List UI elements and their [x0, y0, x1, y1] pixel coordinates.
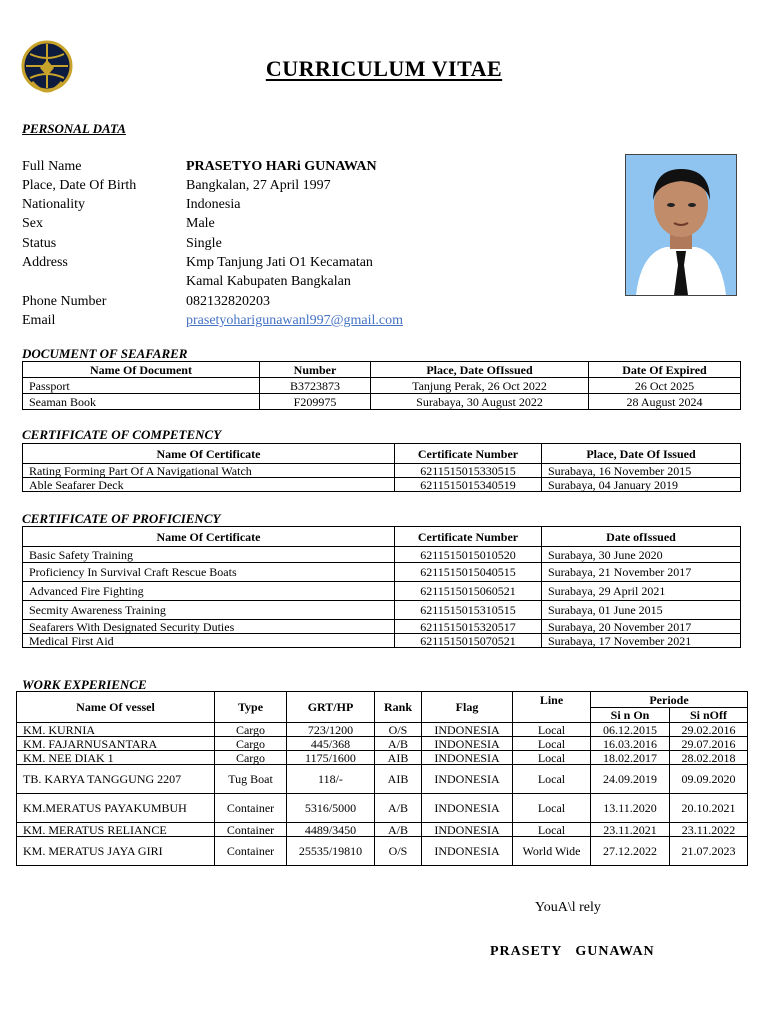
competency-heading: CERTIFICATE OF COMPETENCY: [22, 427, 222, 442]
table-row: [23, 563, 741, 582]
table-cell: Able Seafarer Deck: [23, 478, 395, 492]
table-cell: INDONESIA: [422, 765, 513, 794]
table-cell: 25535/19810: [287, 837, 375, 866]
field-value: Single: [186, 236, 222, 251]
table-cell: 5316/5000: [287, 794, 375, 823]
col-header: Line: [513, 692, 591, 723]
table-cell: KM. MERATUS RELIANCE: [17, 823, 215, 837]
col-header: Certificate Number: [395, 444, 542, 464]
field-value: Male: [186, 216, 215, 231]
table-cell: Local: [513, 737, 591, 751]
table-row: [17, 765, 748, 794]
col-header: Periode: [591, 692, 748, 708]
col-header: Type: [215, 692, 287, 723]
table-cell: O/S: [375, 723, 422, 737]
table-row: [17, 751, 748, 765]
table-cell: O/S: [375, 837, 422, 866]
table-cell: 18.02.2017: [591, 751, 670, 765]
table-cell: Surabaya, 21 November 2017: [542, 563, 741, 582]
table-header-row: [23, 362, 741, 378]
table-cell: A/B: [375, 823, 422, 837]
table-cell: Proficiency In Survival Craft Rescue Boats: [23, 563, 395, 582]
table-row: [17, 837, 748, 866]
table-cell: INDONESIA: [422, 837, 513, 866]
table-cell: Surabaya, 17 November 2021: [542, 634, 741, 648]
table-cell: AIB: [375, 765, 422, 794]
table-cell: Surabaya, 20 November 2017: [542, 620, 741, 634]
table-cell: 6211515015320517: [395, 620, 542, 634]
competency-table: [22, 443, 741, 492]
table-cell: 26 Oct 2025: [589, 378, 741, 394]
table-cell: 29.02.2016: [670, 723, 748, 737]
table-cell: Cargo: [215, 723, 287, 737]
field-value: Kamal Kabupaten Bangkalan: [186, 274, 351, 289]
table-cell: Advanced Fire Fighting: [23, 582, 395, 601]
table-cell: INDONESIA: [422, 751, 513, 765]
col-header: Number: [260, 362, 371, 378]
table-cell: KM.MERATUS PAYAKUMBUH: [17, 794, 215, 823]
table-cell: KM. FAJARNUSANTARA: [17, 737, 215, 751]
table-header-row: [23, 444, 741, 464]
table-cell: 4489/3450: [287, 823, 375, 837]
field-value: Kmp Tanjung Jati O1 Kecamatan: [186, 255, 373, 270]
table-cell: Secmity Awareness Training: [23, 601, 395, 620]
table-cell: 24.09.2019: [591, 765, 670, 794]
table-header-row: [23, 527, 741, 547]
table-cell: Tug Boat: [215, 765, 287, 794]
table-cell: Local: [513, 765, 591, 794]
table-cell: Surabaya, 01 June 2015: [542, 601, 741, 620]
table-cell: 6211515015040515: [395, 563, 542, 582]
table-row: [17, 737, 748, 751]
table-cell: 16.03.2016: [591, 737, 670, 751]
table-cell: INDONESIA: [422, 794, 513, 823]
table-cell: Rating Forming Part Of A Navigational Watch: [23, 464, 395, 478]
table-cell: 118/-: [287, 765, 375, 794]
table-row: [23, 547, 741, 563]
col-header: Certificate Number: [395, 527, 542, 547]
work-experience-heading: WORK EXPERIENCE: [22, 677, 147, 692]
table-row: [23, 378, 741, 394]
table-row: [23, 464, 741, 478]
table-cell: A/B: [375, 794, 422, 823]
table-cell: KM. KURNIA: [17, 723, 215, 737]
table-row: [23, 601, 741, 620]
table-cell: 23.11.2022: [670, 823, 748, 837]
table-cell: 06.12.2015: [591, 723, 670, 737]
table-row: [23, 478, 741, 492]
field-value: Bangkalan, 27 April 1997: [186, 178, 331, 193]
document-heading: DOCUMENT OF SEAFARER: [22, 346, 188, 361]
table-cell: 6211515015340519: [395, 478, 542, 492]
col-header: Place, Date Of Issued: [542, 444, 741, 464]
field-label: Nationality: [22, 197, 85, 212]
table-cell: INDONESIA: [422, 737, 513, 751]
col-header: Name Of vessel: [17, 692, 215, 723]
table-cell: Cargo: [215, 751, 287, 765]
table-cell: 21.07.2023: [670, 837, 748, 866]
table-cell: Local: [513, 723, 591, 737]
table-cell: Local: [513, 794, 591, 823]
proficiency-table: [22, 526, 741, 648]
table-row: [23, 620, 741, 634]
col-header: Name Of Document: [23, 362, 260, 378]
field-value: Indonesia: [186, 197, 241, 212]
closing-text: YouA\l rely: [535, 900, 601, 915]
table-row: [17, 723, 748, 737]
table-cell: 445/368: [287, 737, 375, 751]
table-cell: 28.02.2018: [670, 751, 748, 765]
signature-name: PRASETY GUNAWAN: [490, 944, 655, 959]
table-cell: B3723873: [260, 378, 371, 394]
table-row: [17, 823, 748, 837]
field-value: PRASETYO HARi GUNAWAN: [186, 159, 377, 174]
table-cell: INDONESIA: [422, 823, 513, 837]
table-cell: Seaman Book: [23, 394, 260, 410]
table-row: [23, 582, 741, 601]
table-cell: Medical First Aid: [23, 634, 395, 648]
col-header: Rank: [375, 692, 422, 723]
field-label: Email: [22, 313, 56, 328]
table-cell: Tanjung Perak, 26 Oct 2022: [371, 378, 589, 394]
col-header: Name Of Certificate: [23, 444, 395, 464]
document-table: [22, 361, 741, 410]
field-label: Status: [22, 236, 57, 251]
table-cell: AIB: [375, 751, 422, 765]
table-cell: 09.09.2020: [670, 765, 748, 794]
page-title: CURRICULUM VITAE: [265, 56, 503, 81]
table-cell: 6211515015060521: [395, 582, 542, 601]
col-header: Si nOff: [670, 708, 748, 723]
table-cell: Cargo: [215, 737, 287, 751]
table-cell: 723/1200: [287, 723, 375, 737]
table-cell: INDONESIA: [422, 723, 513, 737]
col-header: GRT/HP: [287, 692, 375, 723]
table-cell: Surabaya, 30 June 2020: [542, 547, 741, 563]
email-link[interactable]: prasetyoharigunawanl997@gmail.com: [186, 313, 403, 328]
field-label: Address: [22, 255, 68, 270]
field-label: Place, Date Of Birth: [22, 178, 137, 193]
col-header: Place, Date OfIssued: [371, 362, 589, 378]
table-cell: Surabaya, 29 April 2021: [542, 582, 741, 601]
table-cell: A/B: [375, 737, 422, 751]
table-cell: Surabaya, 16 November 2015: [542, 464, 741, 478]
table-cell: 20.10.2021: [670, 794, 748, 823]
table-cell: 6211515015070521: [395, 634, 542, 648]
proficiency-heading: CERTIFICATE OF PROFICIENCY: [22, 511, 221, 526]
table-cell: Basic Safety Training: [23, 547, 395, 563]
table-cell: 6211515015010520: [395, 547, 542, 563]
table-cell: 13.11.2020: [591, 794, 670, 823]
table-cell: Container: [215, 794, 287, 823]
table-cell: Local: [513, 823, 591, 837]
table-cell: 6211515015330515: [395, 464, 542, 478]
table-cell: 1175/1600: [287, 751, 375, 765]
table-cell: Surabaya, 04 January 2019: [542, 478, 741, 492]
table-cell: 6211515015310515: [395, 601, 542, 620]
field-label: Full Name: [22, 159, 82, 174]
personal-data-heading: PERSONAL DATA: [22, 121, 126, 136]
table-cell: TB. KARYA TANGGUNG 2207: [17, 765, 215, 794]
table-cell: Local: [513, 751, 591, 765]
col-header: Si n On: [591, 708, 670, 723]
col-header: Flag: [422, 692, 513, 723]
table-row: [23, 394, 741, 410]
profile-photo: [625, 154, 737, 296]
field-label: Sex: [22, 216, 43, 231]
table-cell: Surabaya, 30 August 2022: [371, 394, 589, 410]
table-cell: World Wide: [513, 837, 591, 866]
table-row: [23, 634, 741, 648]
col-header: Date ofIssued: [542, 527, 741, 547]
table-row: [17, 794, 748, 823]
table-cell: KM. MERATUS JAYA GIRI: [17, 837, 215, 866]
table-header-row: [17, 692, 748, 708]
col-header: Date Of Expired: [589, 362, 741, 378]
table-cell: Seafarers With Designated Security Duties: [23, 620, 395, 634]
table-cell: 23.11.2021: [591, 823, 670, 837]
table-cell: 28 August 2024: [589, 394, 741, 410]
table-cell: Container: [215, 823, 287, 837]
table-cell: 27.12.2022: [591, 837, 670, 866]
table-cell: 29.07.2016: [670, 737, 748, 751]
table-cell: KM. NEE DIAK 1: [17, 751, 215, 765]
table-cell: F209975: [260, 394, 371, 410]
field-label: Phone Number: [22, 294, 107, 309]
field-value: 082132820203: [186, 294, 270, 309]
table-cell: Container: [215, 837, 287, 866]
table-cell: Passport: [23, 378, 260, 394]
work-experience-table: [16, 691, 748, 866]
col-header: Name Of Certificate: [23, 527, 395, 547]
